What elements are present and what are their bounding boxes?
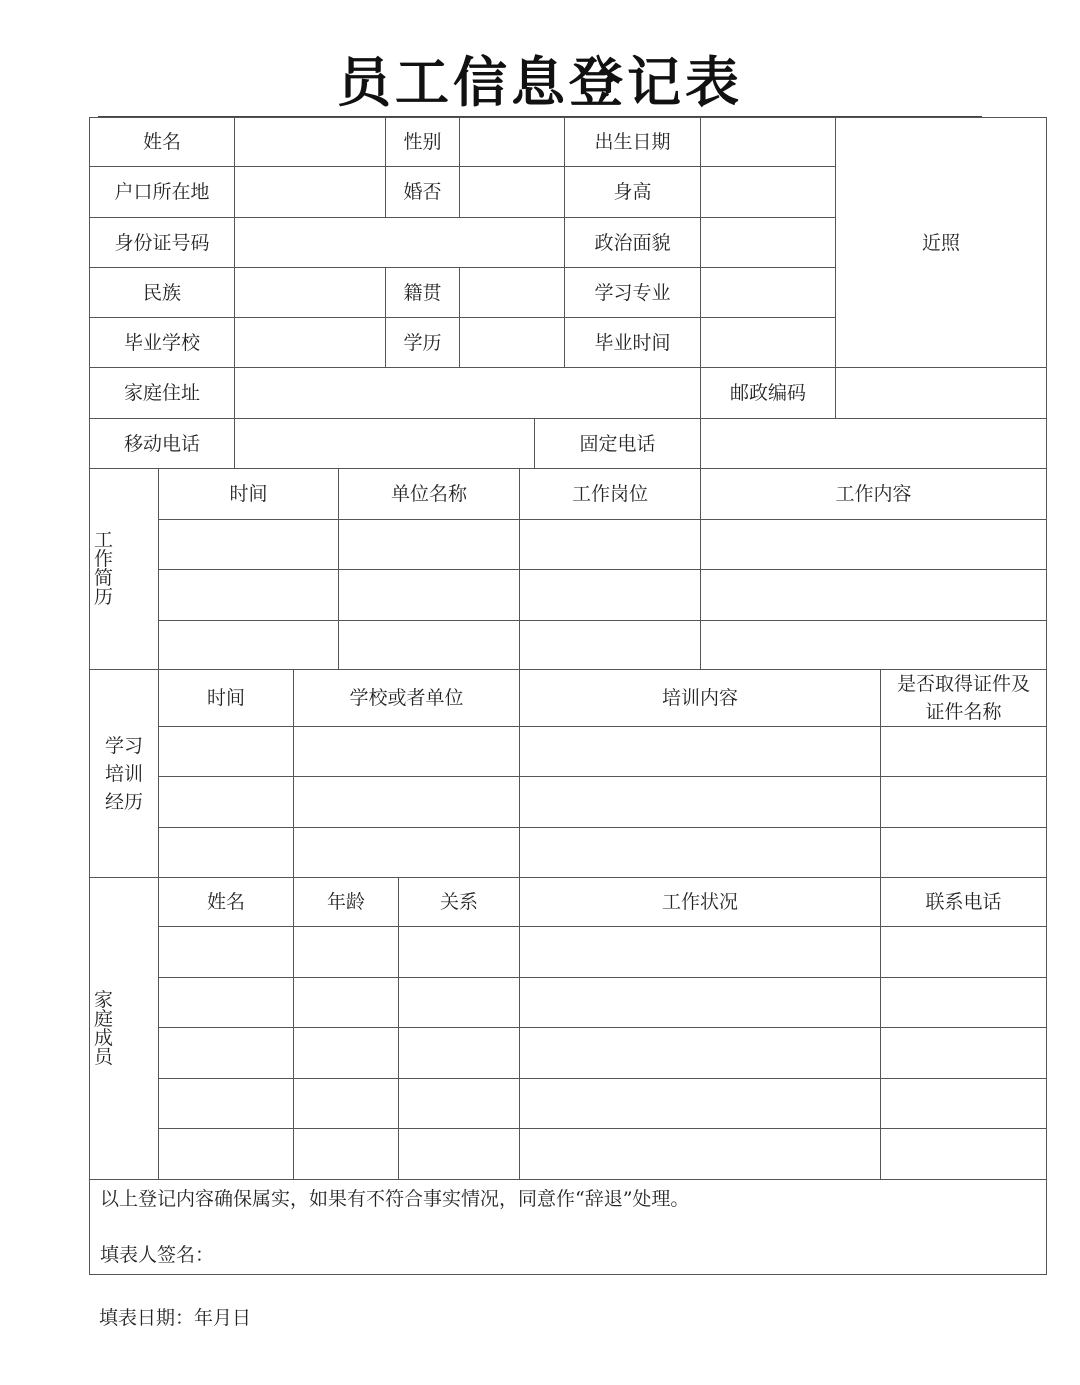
label-postcode: 邮政编码 [701,368,836,419]
family-cell[interactable] [159,927,294,978]
label-mobile: 移动电话 [89,419,235,469]
family-cell[interactable] [159,1129,294,1180]
family-cell[interactable] [294,1028,399,1079]
work-label-char: 简 [94,567,114,589]
family-cell[interactable] [159,978,294,1028]
family-label-char: 员 [94,1045,114,1068]
family-header-relation: 关系 [399,878,520,927]
family-cell[interactable] [520,1028,881,1079]
training-cell[interactable] [881,828,1047,878]
work-label-char: 历 [94,586,114,608]
signature-label: 填表人签名： [100,1244,215,1266]
family-cell[interactable] [881,1129,1047,1180]
work-cell[interactable] [339,621,520,670]
training-header-certificate: 是否取得证件及证件名称 [881,670,1047,727]
family-cell[interactable] [520,1079,881,1129]
family-cell[interactable] [294,927,399,978]
family-header-age: 年龄 [294,878,399,927]
family-cell[interactable] [399,1028,520,1079]
label-school: 毕业学校 [89,318,235,368]
section-label-training [89,670,159,878]
label-birth-date: 出生日期 [565,117,701,167]
input-id-number[interactable] [235,218,565,268]
input-hukou[interactable] [235,167,386,218]
input-address[interactable] [235,368,701,419]
input-major[interactable] [701,268,836,318]
family-header-job-status: 工作状况 [520,878,881,927]
work-label-char: 工 [94,529,114,551]
family-label-char: 家 [94,988,114,1011]
input-mobile[interactable] [235,419,535,469]
input-school[interactable] [235,318,386,368]
family-cell[interactable] [159,1028,294,1079]
family-label-char: 成 [94,1026,114,1049]
training-cell[interactable] [159,727,294,777]
declaration-statement: 以上登记内容确保属实，如果有不符合事实情况，同意作“辞退”处理。 [100,1188,690,1210]
training-label-line: 经历 [104,790,143,813]
work-cell[interactable] [520,570,701,621]
input-grad-time[interactable] [701,318,836,368]
training-cell[interactable] [294,777,520,828]
work-cell[interactable] [520,520,701,570]
label-grad-time: 毕业时间 [565,318,701,368]
training-cell[interactable] [881,727,1047,777]
input-name[interactable] [235,117,386,167]
label-address: 家庭住址 [89,368,235,419]
label-marital: 婚否 [386,167,460,218]
work-cell[interactable] [520,621,701,670]
training-cell[interactable] [294,828,520,878]
work-header-time: 时间 [159,469,339,520]
work-cell[interactable] [701,520,1047,570]
label-native-place: 籍贯 [386,268,460,318]
training-cell[interactable] [520,727,881,777]
input-birth-date[interactable] [701,117,836,167]
photo-box[interactable]: 近照 [836,117,1047,368]
work-cell[interactable] [339,520,520,570]
family-label-char: 庭 [94,1007,114,1030]
label-landline: 固定电话 [535,419,701,469]
label-gender: 性别 [386,117,460,167]
training-cell[interactable] [881,777,1047,828]
training-cell[interactable] [294,727,520,777]
fill-date-label: 填表日期：年月日 [99,1307,252,1329]
training-cell[interactable] [159,828,294,878]
work-cell[interactable] [159,621,339,670]
work-cell[interactable] [701,621,1047,670]
input-marital[interactable] [460,167,565,218]
family-cell[interactable] [399,927,520,978]
work-cell[interactable] [159,570,339,621]
family-cell[interactable] [520,927,881,978]
family-cell[interactable] [294,1129,399,1180]
training-label-line: 学习 [104,734,143,757]
family-header-name: 姓名 [159,878,294,927]
work-cell[interactable] [701,570,1047,621]
input-ethnicity[interactable] [235,268,386,318]
training-header-institution: 学校或者单位 [294,670,520,727]
label-id-number: 身份证号码 [89,218,235,268]
work-header-position: 工作岗位 [520,469,701,520]
family-cell[interactable] [399,1079,520,1129]
family-cell[interactable] [520,1129,881,1180]
family-cell[interactable] [881,1028,1047,1079]
family-cell[interactable] [881,1079,1047,1129]
training-cell[interactable] [520,828,881,878]
label-height: 身高 [565,167,701,218]
training-label-line: 培训 [104,762,143,785]
family-cell[interactable] [294,978,399,1028]
training-cell[interactable] [159,777,294,828]
input-landline[interactable] [701,419,1047,469]
input-native-place[interactable] [460,268,565,318]
form-title: 员工信息登记表 [337,50,743,114]
training-header-time: 时间 [159,670,294,727]
family-cell[interactable] [399,1129,520,1180]
work-cell[interactable] [159,520,339,570]
label-education: 学历 [386,318,460,368]
declaration-box[interactable] [89,1180,1047,1275]
work-header-company: 单位名称 [339,469,520,520]
input-political-status[interactable] [701,218,836,268]
section-label-family [89,878,159,1180]
label-ethnicity: 民族 [89,268,235,318]
section-label-work-history [89,469,159,670]
family-cell[interactable] [294,1079,399,1129]
input-height[interactable] [701,167,836,218]
input-postcode[interactable] [836,368,1047,419]
work-label-char: 作 [94,548,114,570]
input-gender[interactable] [460,117,565,167]
training-header-content: 培训内容 [520,670,881,727]
family-cell[interactable] [159,1079,294,1129]
input-education[interactable] [460,318,565,368]
label-hukou: 户口所在地 [89,167,235,218]
label-political-status: 政治面貌 [565,218,701,268]
training-cell[interactable] [520,777,881,828]
family-cell[interactable] [520,978,881,1028]
work-header-content: 工作内容 [701,469,1047,520]
registration-form-table [89,117,1047,1275]
family-cell[interactable] [881,927,1047,978]
label-major: 学习专业 [565,268,701,318]
family-header-phone: 联系电话 [881,878,1047,927]
family-cell[interactable] [881,978,1047,1028]
work-cell[interactable] [339,570,520,621]
label-name: 姓名 [89,117,235,167]
family-cell[interactable] [399,978,520,1028]
